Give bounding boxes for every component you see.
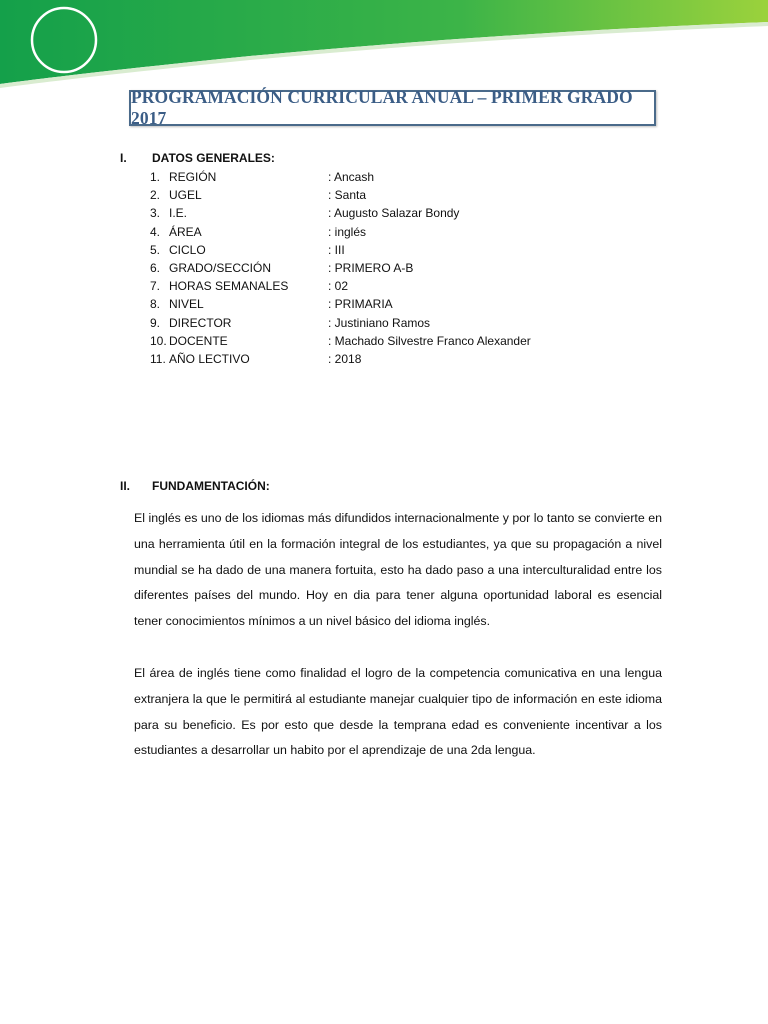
data-row-label: REGIÓN <box>169 170 217 184</box>
section-2-number: II. <box>120 479 131 493</box>
data-row-number: 11. <box>150 351 166 366</box>
section-2-heading <box>0 479 768 497</box>
data-row-label: UGEL <box>169 188 202 203</box>
data-row-label: DOCENTE <box>169 333 228 348</box>
data-row <box>150 350 670 368</box>
data-row-value: : PRIMERO A-B <box>328 260 414 275</box>
data-row <box>150 186 670 204</box>
data-row <box>150 314 670 332</box>
data-row-number: 7. <box>150 279 161 294</box>
fundamentacion-text <box>134 506 662 790</box>
data-row-label: GRADO/SECCIÓN <box>169 260 272 275</box>
section-1-heading <box>0 151 768 169</box>
data-row-value: : Ancash <box>328 170 375 184</box>
data-row-label: DIRECTOR <box>169 315 232 330</box>
data-row <box>150 295 670 313</box>
data-row-label: AÑO LECTIVO <box>169 351 250 366</box>
data-row-label: ÁREA <box>169 224 202 239</box>
data-row-label: NIVEL <box>169 297 204 312</box>
data-row-value: : Machado Silvestre Franco Alexander <box>328 333 531 348</box>
paragraph: El área de inglés tiene como finalidad el logro de la competencia comunicativa en una lengua extranjera la que le permitirá al estudiante manejar cualquier tipo de información en este idioma para su beneficio. Es por esto que desde la temprana edad es conveniente incentivar a los estudiantes a desarrollar un habito por el aprendizaje de una 2da lengua. <box>134 665 662 758</box>
paragraph: El inglés es uno de los idiomas más difundidos internacionalmente y por lo tanto se convierte en una herramienta útil en la formación integral de los estudiantes, ya que su propagación a nivel mundial se ha dado de una manera fortuita, esto ha dado paso a una interculturalidad entre los diferentes países del mundo. Hoy en dia para tener alguna oportunidad laboral es esencial tener conocimientos mínimos a un nivel básico del idioma inglés. <box>134 511 662 629</box>
section-1-number: I. <box>120 151 127 165</box>
data-row <box>150 332 670 350</box>
data-row-value: : PRIMARIA <box>328 297 393 312</box>
data-row-value: : Santa <box>328 188 367 203</box>
data-row-label: CICLO <box>169 242 206 257</box>
data-row <box>150 277 670 295</box>
data-row-number: 9. <box>150 315 161 330</box>
document-title: PROGRAMACIÓN CURRICULAR ANUAL – PRIMER GRADO 2017 <box>131 87 633 128</box>
data-row-number: 2. <box>150 188 161 203</box>
data-row-value: : III <box>328 242 345 257</box>
data-row-number: 8. <box>150 297 161 312</box>
data-row-number: 6. <box>150 260 161 275</box>
header-green-banner <box>0 0 768 90</box>
data-row-number: 10. <box>150 333 167 348</box>
data-row <box>150 204 670 222</box>
data-row <box>150 168 670 186</box>
data-row-label: I.E. <box>169 206 188 221</box>
general-data-list <box>150 168 670 368</box>
data-row <box>150 241 670 259</box>
data-row-number: 5. <box>150 242 161 257</box>
data-row-number: 3. <box>150 206 161 221</box>
data-row-value: : inglés <box>328 224 367 239</box>
data-row-number: 4. <box>150 224 161 239</box>
data-row-label: HORAS SEMANALES <box>169 279 289 294</box>
data-row-value: : 02 <box>328 279 349 294</box>
section-2-title: FUNDAMENTACIÓN: <box>152 479 270 493</box>
data-row <box>150 223 670 241</box>
data-row-value: : 2018 <box>328 351 362 366</box>
data-row-value: : Justiniano Ramos <box>328 315 431 330</box>
document-title-box <box>129 87 656 128</box>
data-row-number: 1. <box>150 170 161 184</box>
data-row <box>150 259 670 277</box>
section-1-title: DATOS GENERALES: <box>152 151 275 165</box>
data-row-value: : Augusto Salazar Bondy <box>328 206 460 221</box>
